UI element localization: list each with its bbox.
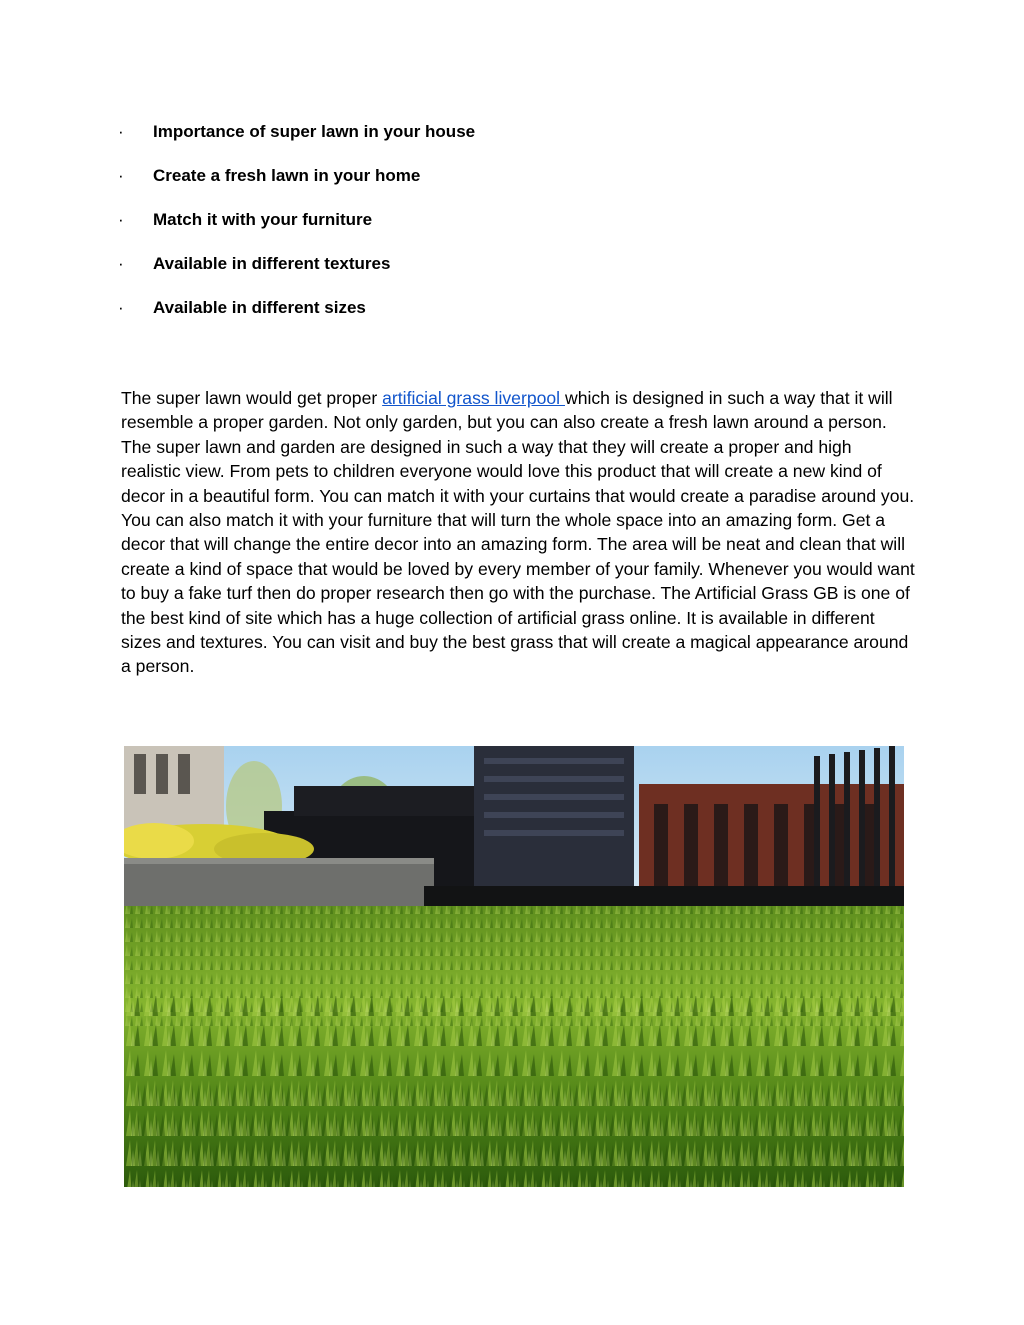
bullet-text: Available in different textures (153, 254, 391, 273)
bullet-marker: · (118, 210, 124, 229)
planter-wall (124, 858, 434, 908)
bullet-item (0, 121, 1024, 145)
body-paragraph (121, 386, 916, 679)
bullet-text: Create a fresh lawn in your home (153, 166, 421, 185)
bullet-marker: · (118, 122, 124, 141)
bullet-marker: · (118, 298, 124, 317)
bullet-marker: · (118, 254, 124, 273)
artificial-grass-liverpool-link[interactable]: artificial grass liverpool (382, 388, 565, 408)
bullet-text: Importance of super lawn in your house (153, 122, 476, 141)
bullet-marker: · (118, 166, 124, 185)
lawn-photo (124, 746, 904, 1187)
bullet-item (0, 165, 1024, 189)
paragraph-text-after-link: which is designed in such a way that it will resemble a proper garden. Not only garden, but you can also create a fresh lawn around a person. The super lawn and garden are designed in such a way that they will create a proper and high realistic view. From pets to children everyone would love this product that will create a new kind of decor in a beautiful form. You can match it with your curtains that would create a paradise around you. You can also match it with your furniture that will turn the whole space into an amazing form. Get a decor that will change the entire decor into an amazing form. The area will be neat and clean that will create a kind of space that would be loved by every member of your family. Whenever you would want to buy a fake turf then do proper research then go with the purchase. The Artificial Grass GB is one of the best kind of site which has a huge collection of artificial grass online. It is available in different sizes and textures. You can visit and buy the best grass that will create a magical appearance around a person. (121, 388, 915, 677)
paragraph-text-before-link: The super lawn would get proper (121, 388, 383, 408)
bullet-text: Match it with your furniture (153, 210, 373, 229)
bullet-text: Available in different sizes (153, 298, 366, 317)
bullet-item (0, 297, 1024, 321)
bullet-item (0, 209, 1024, 233)
bullet-item (0, 253, 1024, 277)
